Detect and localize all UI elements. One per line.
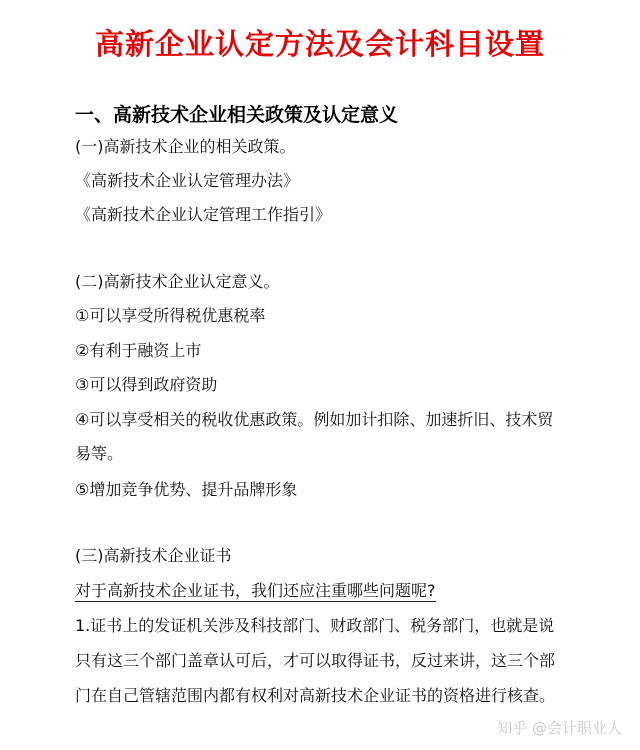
- certificate-paragraph-line: 1.证书上的发证机关涉及科技部门、财政部门、税务部门，也就是说: [75, 616, 555, 635]
- significance-subheading: (二)高新技术企业认定意义。: [75, 272, 280, 291]
- policy-subheading: (一)高新技术企业的相关政策。: [75, 137, 296, 156]
- significance-item: ①可以享受所得税优惠税率: [75, 306, 266, 325]
- significance-item: ④可以享受相关的税收优惠政策。例如加计扣除、加速折旧、技术贸: [75, 410, 554, 429]
- certificate-paragraph-line: 只有这三个部门盖章认可后，才可以取得证书，反过来讲，这三个部: [75, 651, 556, 670]
- significance-item: ③可以得到政府资助: [75, 375, 218, 394]
- watermark: 知乎 @会计职业人: [497, 719, 622, 737]
- significance-item-continued: 易等。: [75, 444, 124, 463]
- certificate-question-wrap: [75, 581, 436, 601]
- significance-item: ②有利于融资上市: [75, 341, 202, 360]
- certificate-question: 对于高新技术企业证书，我们还应注重哪些问题呢?: [75, 581, 436, 600]
- policy-item: 《高新技术企业认定管理工作指引》: [75, 205, 332, 224]
- certificate-subheading: (三)高新技术企业证书: [75, 546, 232, 565]
- significance-item: ⑤增加竞争优势、提升品牌形象: [75, 480, 298, 499]
- page-title: 高新企业认定方法及会计科目设置: [94, 27, 545, 61]
- certificate-paragraph-line: 门在自己管辖范围内都有权利对高新技术企业证书的资格进行核查。: [75, 686, 556, 705]
- section-heading: 一、高新技术企业相关政策及认定意义: [75, 104, 399, 126]
- policy-item: 《高新技术企业认定管理办法》: [75, 171, 300, 190]
